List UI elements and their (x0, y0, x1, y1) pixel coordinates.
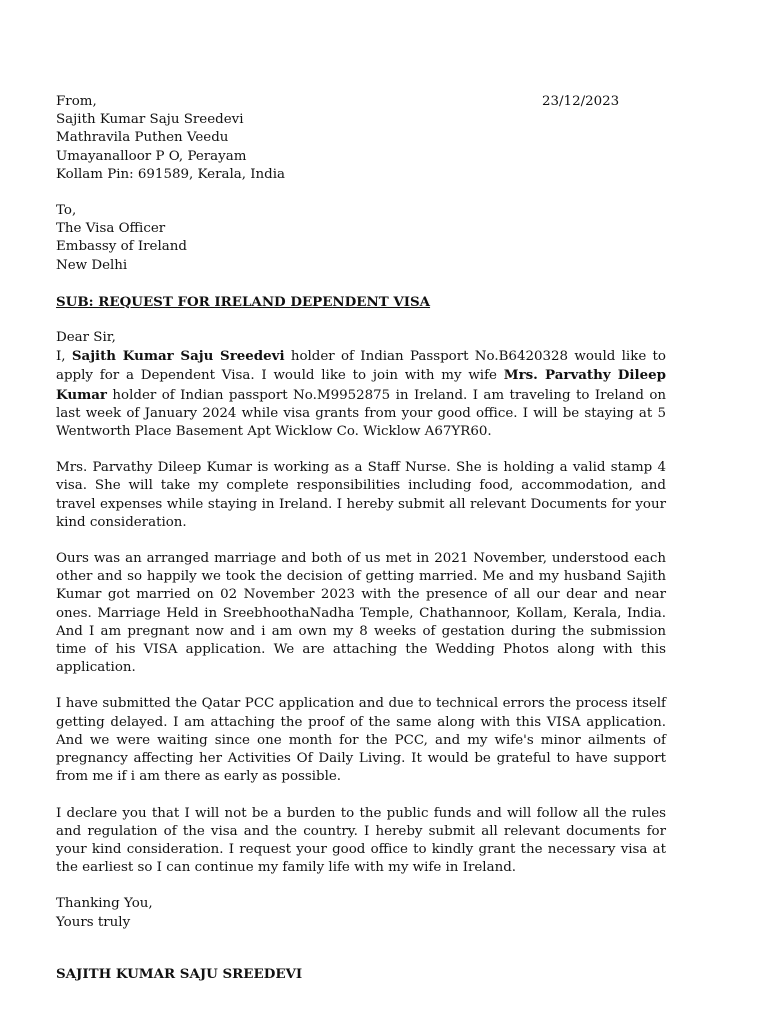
sender-name: Sajith Kumar Saju Sreedevi (56, 112, 244, 128)
recipient-line1: The Visa Officer (56, 221, 166, 237)
letter-date: 23/12/2023 (542, 94, 620, 109)
paragraph-1-text-b: holder of Indian Passport No.B6420328 would like to apply for a Dependent Visa. I would like to join with my wife (56, 349, 666, 384)
paragraph-1-text-a: I, (56, 349, 72, 365)
spouse-name: Mrs. Parvathy Dileep Kumar (56, 367, 666, 403)
subject-line: SUB: REQUEST FOR IRELAND DEPENDENT VISA (56, 293, 431, 310)
from-label: From, (56, 94, 97, 109)
to-label: To, (56, 203, 77, 219)
paragraph-4: I have submitted the Qatar PCC application and due to technical errors the process itself getting delayed. I am attaching the proof of the same along with this VISA application. And we were waiting since one month for the PCC, and my wife's minor ailments of pregnancy affecting her Activities Of Daily Living. It would be grateful to have support from me if i am there as early as possible. (56, 696, 666, 785)
closing-yours: Yours truly (56, 914, 131, 930)
signature-name: SAJITH KUMAR SAJU SREEDEVI (56, 966, 303, 982)
paragraph-1-text-c: holder of Indian passport No.M9952875 in Ireland. I am traveling to Ireland on last week of January 2024 while visa grants from your good office. I will be staying at 5 Wentworth Place Basement Apt Wicklow Co. Wicklow A67YR60. (56, 387, 666, 440)
paragraph-1 (56, 347, 666, 441)
applicant-name: Sajith Kumar Saju Sreedevi (71, 348, 285, 365)
sender-address-line2: Umayanalloor P O, Perayam (56, 148, 247, 164)
sender-address (56, 93, 666, 184)
paragraph-5: I declare you that I will not be a burden to the public funds and will follow all the rules and regulation of the visa and the country. I hereby submit all relevant documents for your kind consideration. I request your good office to kindly grant the necessary visa at the earliest so I can continue my family life with my wife in Ireland. (56, 805, 666, 876)
sender-address-line3: Kollam Pin: 691589, Kerala, India (56, 166, 286, 182)
recipient-line2: Embassy of Ireland (56, 239, 187, 255)
closing-thanks: Thanking You, (56, 896, 153, 912)
paragraph-2: Mrs. Parvathy Dileep Kumar is working as a Staff Nurse. She is holding a valid stamp 4 visa. She will take my complete responsibilities including food, accommodation, and travel expenses while staying in Ireland. I hereby submit all relevant Documents for your kind consideration. (56, 460, 666, 530)
recipient-line3: New Delhi (56, 257, 128, 273)
sender-address-line1: Mathravila Puthen Veedu (56, 130, 229, 146)
letter-body (56, 93, 666, 932)
salutation: Dear Sir, (56, 330, 116, 346)
paragraph-3: Ours was an arranged marriage and both of us met in 2021 November, understood each other and so happily we took the decision of getting married. Me and my husband Sajith Kumar got married on 02 November 2023 with the presence of all our dear and near ones. Marriage Held in SreebhoothaNadha Temple, Chathannoor, Kollam, Kerala, India. And I am pregnant now and i am own my 8 weeks of gestation during the submission time of his VISA application. We are attaching the Wedding Photos along with this application. (56, 551, 666, 676)
recipient-address (56, 202, 666, 275)
